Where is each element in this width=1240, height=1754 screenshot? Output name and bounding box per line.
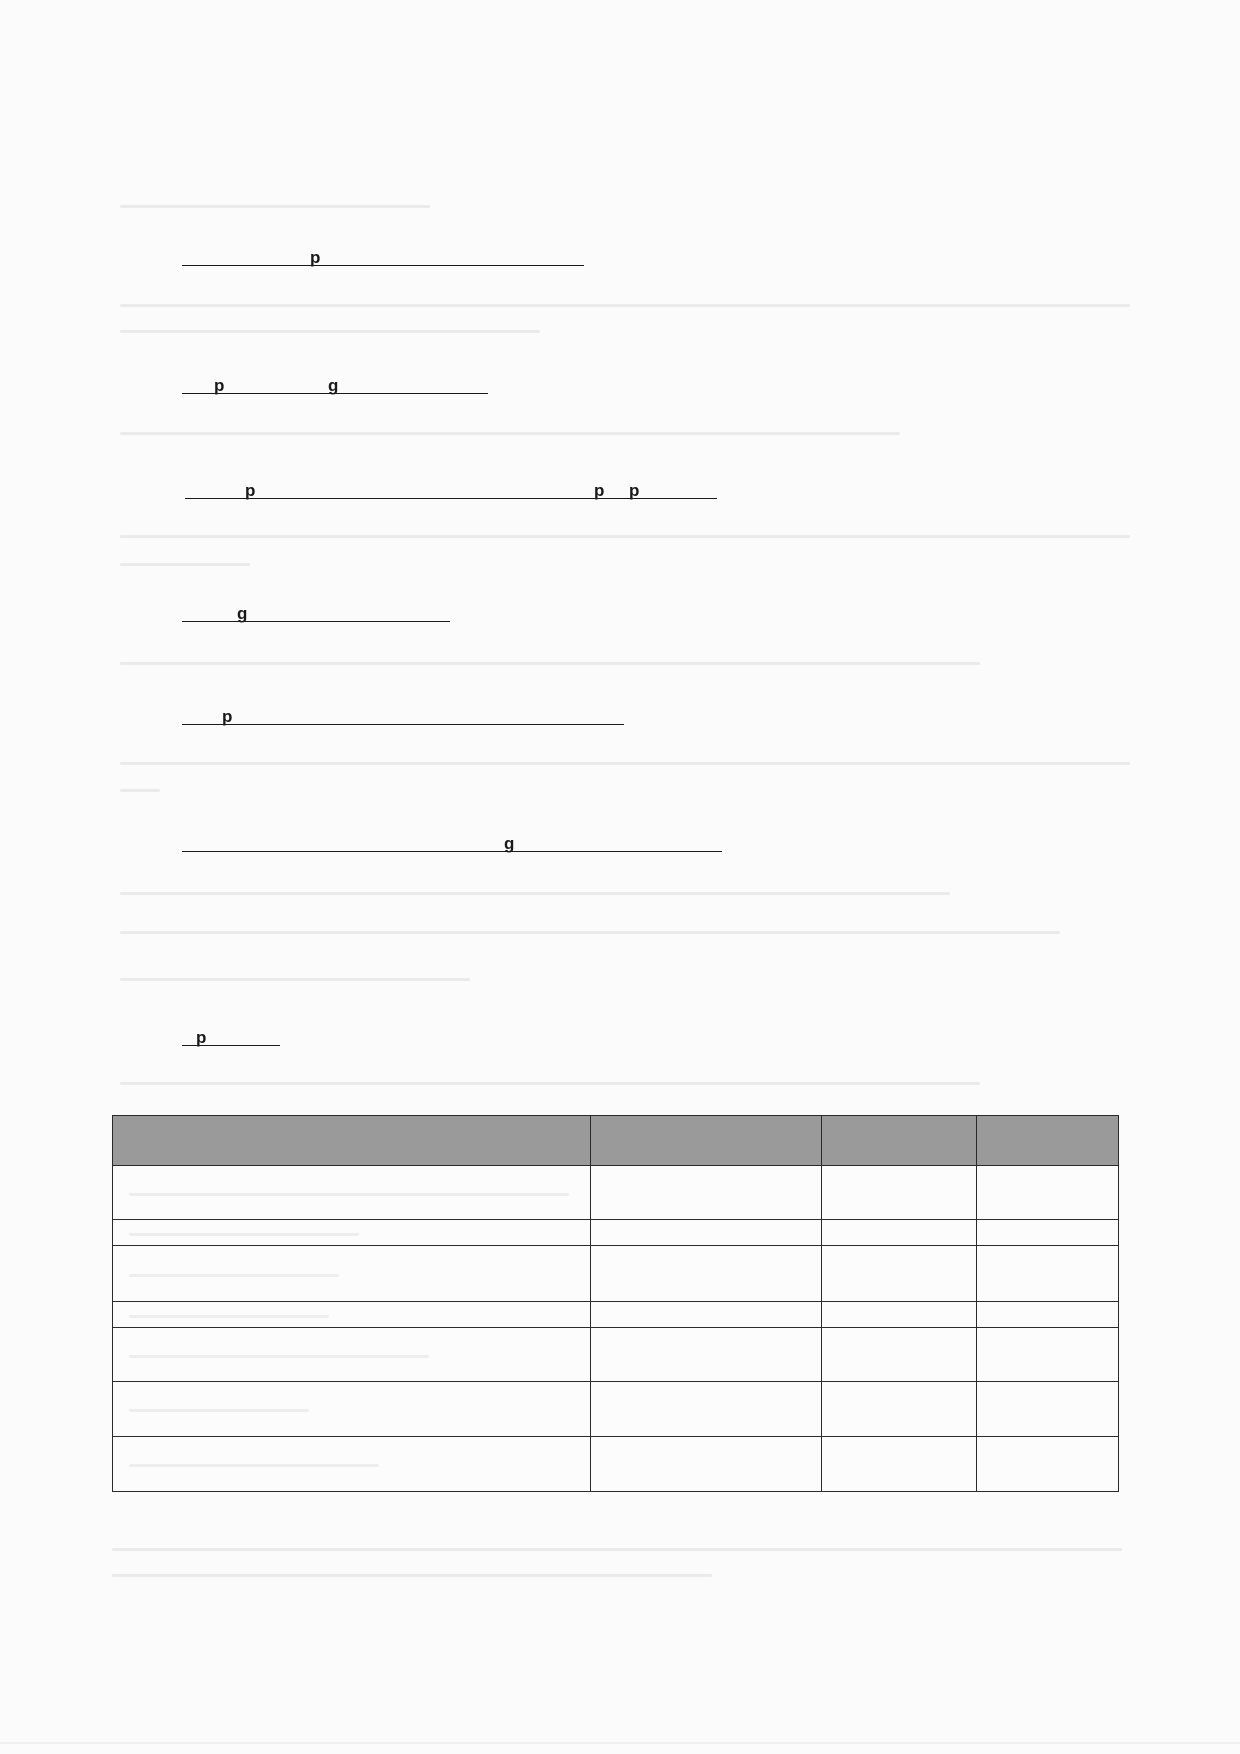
faded-text-line xyxy=(120,762,1130,765)
table-cell xyxy=(977,1220,1119,1246)
table-cell xyxy=(977,1328,1119,1382)
faded-text-line xyxy=(120,978,470,981)
table-cell xyxy=(822,1220,977,1246)
heading-fragment: g xyxy=(504,834,515,853)
heading-fragment: g xyxy=(328,376,339,395)
table-cell xyxy=(591,1220,822,1246)
table-header-cell xyxy=(113,1116,591,1166)
section-heading xyxy=(182,601,450,622)
section-heading xyxy=(182,704,624,725)
faded-text-line xyxy=(120,931,1060,934)
section-heading xyxy=(182,245,584,266)
faded-text-line xyxy=(120,330,540,333)
section-heading xyxy=(182,1025,280,1046)
table-cell xyxy=(822,1328,977,1382)
heading-fragment: p xyxy=(310,248,321,267)
faded-text-line xyxy=(120,205,430,208)
data-table xyxy=(112,1115,1119,1492)
table-cell xyxy=(591,1246,822,1302)
table-header-cell xyxy=(591,1116,822,1166)
table-cell xyxy=(591,1437,822,1492)
faded-text-line xyxy=(120,304,1130,307)
heading-fragment: p xyxy=(245,481,256,500)
table-cell xyxy=(113,1328,591,1382)
table-header-cell xyxy=(822,1116,977,1166)
table-cell xyxy=(822,1302,977,1328)
faded-text-line xyxy=(120,1082,980,1085)
table-cell xyxy=(977,1382,1119,1437)
section-heading xyxy=(182,831,722,852)
page-bottom-edge xyxy=(0,1742,1240,1744)
table-row xyxy=(113,1302,1119,1328)
table-cell xyxy=(113,1220,591,1246)
table-cell xyxy=(591,1382,822,1437)
faded-text-line xyxy=(120,789,160,792)
faded-text-line xyxy=(120,892,950,895)
table-cell xyxy=(977,1437,1119,1492)
faded-text-line xyxy=(120,563,250,566)
heading-fragment: p xyxy=(214,376,225,395)
table-cell xyxy=(113,1246,591,1302)
section-heading xyxy=(182,373,488,394)
faded-text-line xyxy=(120,535,1130,538)
table-cell xyxy=(822,1382,977,1437)
table-cell xyxy=(977,1166,1119,1220)
table-cell xyxy=(822,1246,977,1302)
table-row xyxy=(113,1166,1119,1220)
table-row xyxy=(113,1437,1119,1492)
table-row xyxy=(113,1220,1119,1246)
table-cell xyxy=(113,1166,591,1220)
table-cell xyxy=(977,1302,1119,1328)
table-cell xyxy=(113,1302,591,1328)
table-cell xyxy=(113,1437,591,1492)
table-cell xyxy=(822,1437,977,1492)
heading-fragment: p xyxy=(594,481,605,500)
faded-text-line xyxy=(120,662,980,665)
table-row xyxy=(113,1382,1119,1437)
section-heading xyxy=(185,478,717,499)
table-cell xyxy=(113,1382,591,1437)
table-cell xyxy=(591,1302,822,1328)
table-row xyxy=(113,1246,1119,1302)
heading-fragment: p xyxy=(629,481,640,500)
table-row xyxy=(113,1328,1119,1382)
table-cell xyxy=(591,1328,822,1382)
table-header-row xyxy=(113,1116,1119,1166)
heading-fragment: p xyxy=(196,1028,207,1047)
table-cell xyxy=(591,1166,822,1220)
faded-text-line xyxy=(112,1548,1122,1551)
table-cell xyxy=(822,1166,977,1220)
heading-fragment: g xyxy=(237,604,248,623)
table-header-cell xyxy=(977,1116,1119,1166)
table-cell xyxy=(977,1246,1119,1302)
faded-text-line xyxy=(112,1574,712,1577)
faded-text-line xyxy=(120,432,900,435)
heading-fragment: p xyxy=(222,707,233,726)
